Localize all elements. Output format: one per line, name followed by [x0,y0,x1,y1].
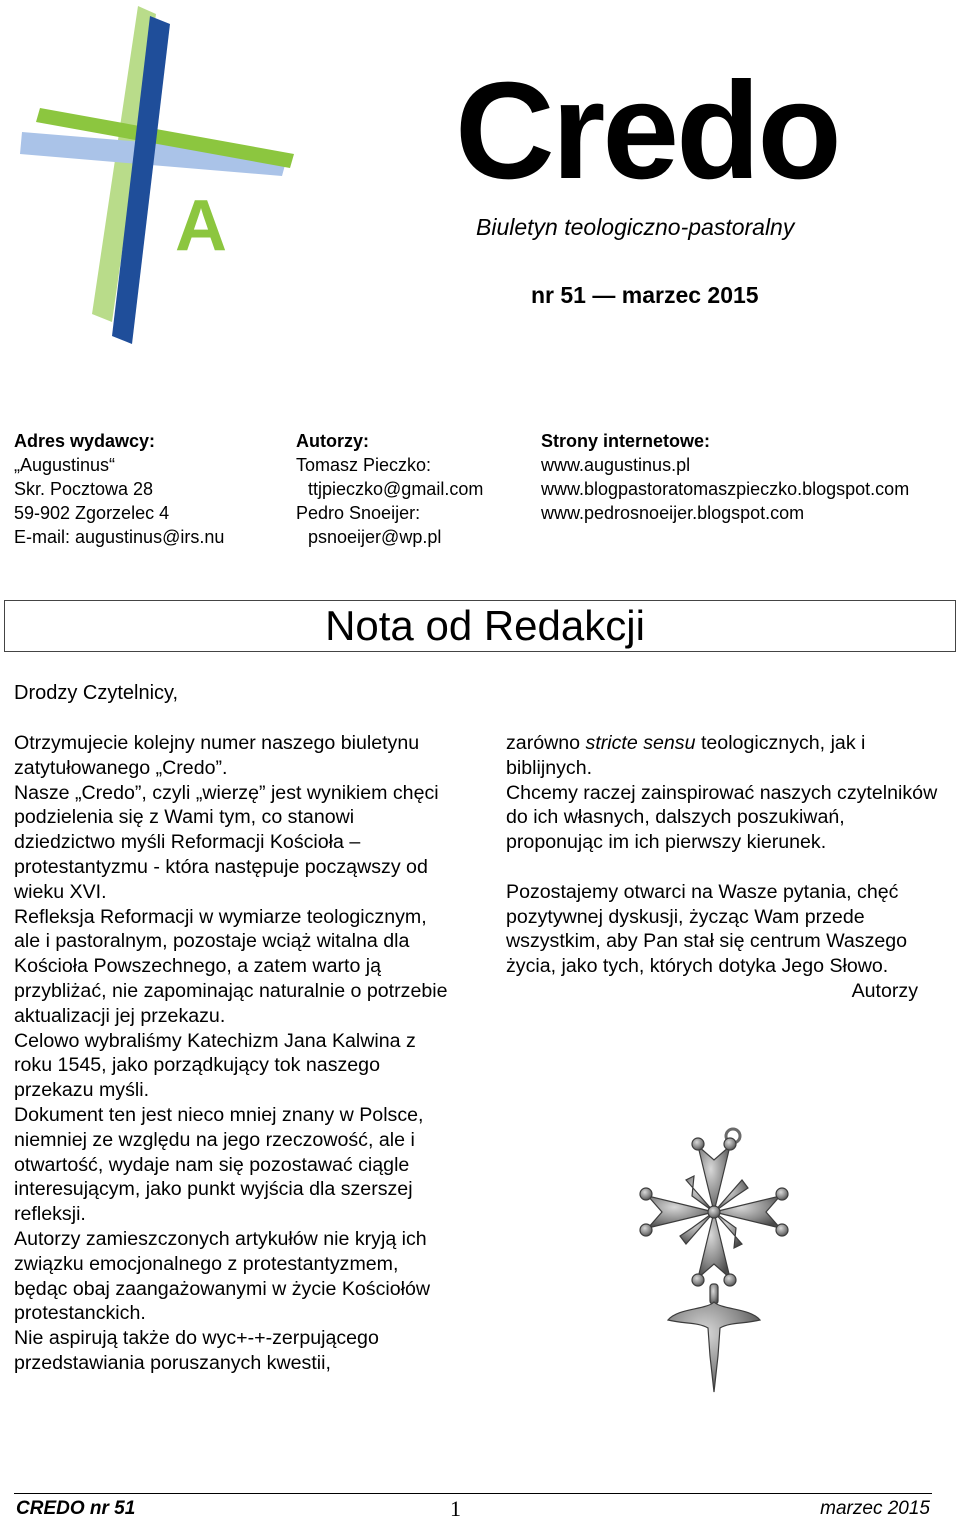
section-heading-box [4,600,956,652]
paragraph: Chcemy raczej zainspirować naszych czytelników do ich własnych, dalszych poszukiwań, proponując im ich pierwszy kierunek. [506,781,938,854]
publisher-email[interactable]: E-mail: augustinus@irs.nu [14,527,225,547]
paragraph: Celowo wybraliśmy Katechizm Jana Kalwina z roku 1545, jako porządkujący tok naszego przekazu myśli. [14,1029,416,1102]
page-number: 1 [450,1496,461,1521]
section-title: Nota od Redakcji [325,602,645,649]
website-link[interactable]: www.blogpastoratomaszpieczko.blogspot.com [541,479,910,499]
footer-date: marzec 2015 [820,1498,930,1519]
author-email[interactable]: psnoeijer@wp.pl [308,527,442,547]
paragraph: Dokument ten jest nieco mniej znany w Polsce, niemniej ze względu na jego rzeczowość, ale i otwartość, wydaje nam się pozostawać ciągle interesującym, jako punkt wyjścia dla szerszej refleksji. [14,1103,424,1226]
websites-heading: Strony internetowe: [541,431,711,451]
authors-info [296,429,483,549]
publisher-line: „Augustinus“ [14,455,116,475]
footer-divider [14,1493,932,1494]
paragraph: Pozostajemy otwarci na Wasze pytania, chęć pozytywnej dyskusji, życząc Wam przede wszystkim, aby Pan stał się centrum Waszego życia, jako tych, których dotyka Jego Słowo. [506,880,908,978]
logo-letter: A [175,186,227,266]
publisher-info [14,429,224,549]
paragraph: zarówno stricte sensu teologicznych, jak i biblijnych. [506,732,866,779]
website-link[interactable]: www.augustinus.pl [541,455,691,475]
issue-number: nr 51 — marzec 2015 [531,282,759,308]
website-link[interactable]: www.pedrosnoeijer.blogspot.com [541,503,805,523]
paragraph: Nie aspirują także do wyc+-+-zerpującego przedstawiania poruszanych kwestii, [14,1327,379,1374]
authors-heading: Autorzy: [296,431,369,451]
article-left-column [14,731,454,1376]
footer-publication: CREDO nr 51 [16,1498,136,1519]
augustinus-logo [20,4,300,349]
newsletter-subtitle: Biuletyn teologiczno-pastoralny [476,214,795,240]
author-name: Pedro Snoeijer: [296,503,421,523]
article-right-column [506,731,946,1004]
latin-phrase: stricte sensu [585,732,696,754]
huguenot-cross-icon [638,1124,790,1399]
newsletter-title: Credo [455,54,839,208]
publisher-heading: Adres wydawcy: [14,431,156,451]
paragraph: Nasze „Credo”, czyli „wierzę” jest wynikiem chęci podzielenia się z Wami tym, co stanowi dziedzictwo myśli Reformacji Kościoła – protestantyzmu - która następuje począwszy od wieku XVI. [14,781,439,903]
author-email[interactable]: ttjpieczko@gmail.com [308,479,484,499]
publisher-line: 59-902 Zgorzelec 4 [14,503,170,523]
paragraph: Refleksja Reformacji w wymiarze teologicznym, ale i pastoralnym, pozostaje wciąż witalna dla Kościoła Powszechnego, a zatem warto ją przybliżać, nie zapominając naturalnie o potrzebie aktualizacji jej przekazu. [14,905,448,1027]
publisher-line: Skr. Pocztowa 28 [14,479,154,499]
signature: Autorzy [851,979,918,1002]
websites-info [541,429,909,525]
greeting: Drodzy Czytelnicy, [14,682,179,704]
paragraph: Otrzymujecie kolejny numer naszego biuletynu zatytułowanego „Credo”. [14,732,420,779]
paragraph: Autorzy zamieszczonych artykułów nie kryją ich związku emocjonalnego z protestantyzmem, będąc obaj zaangażowanymi w życie Kościołów protestanckich. [14,1227,431,1325]
author-name: Tomasz Pieczko: [296,455,432,475]
